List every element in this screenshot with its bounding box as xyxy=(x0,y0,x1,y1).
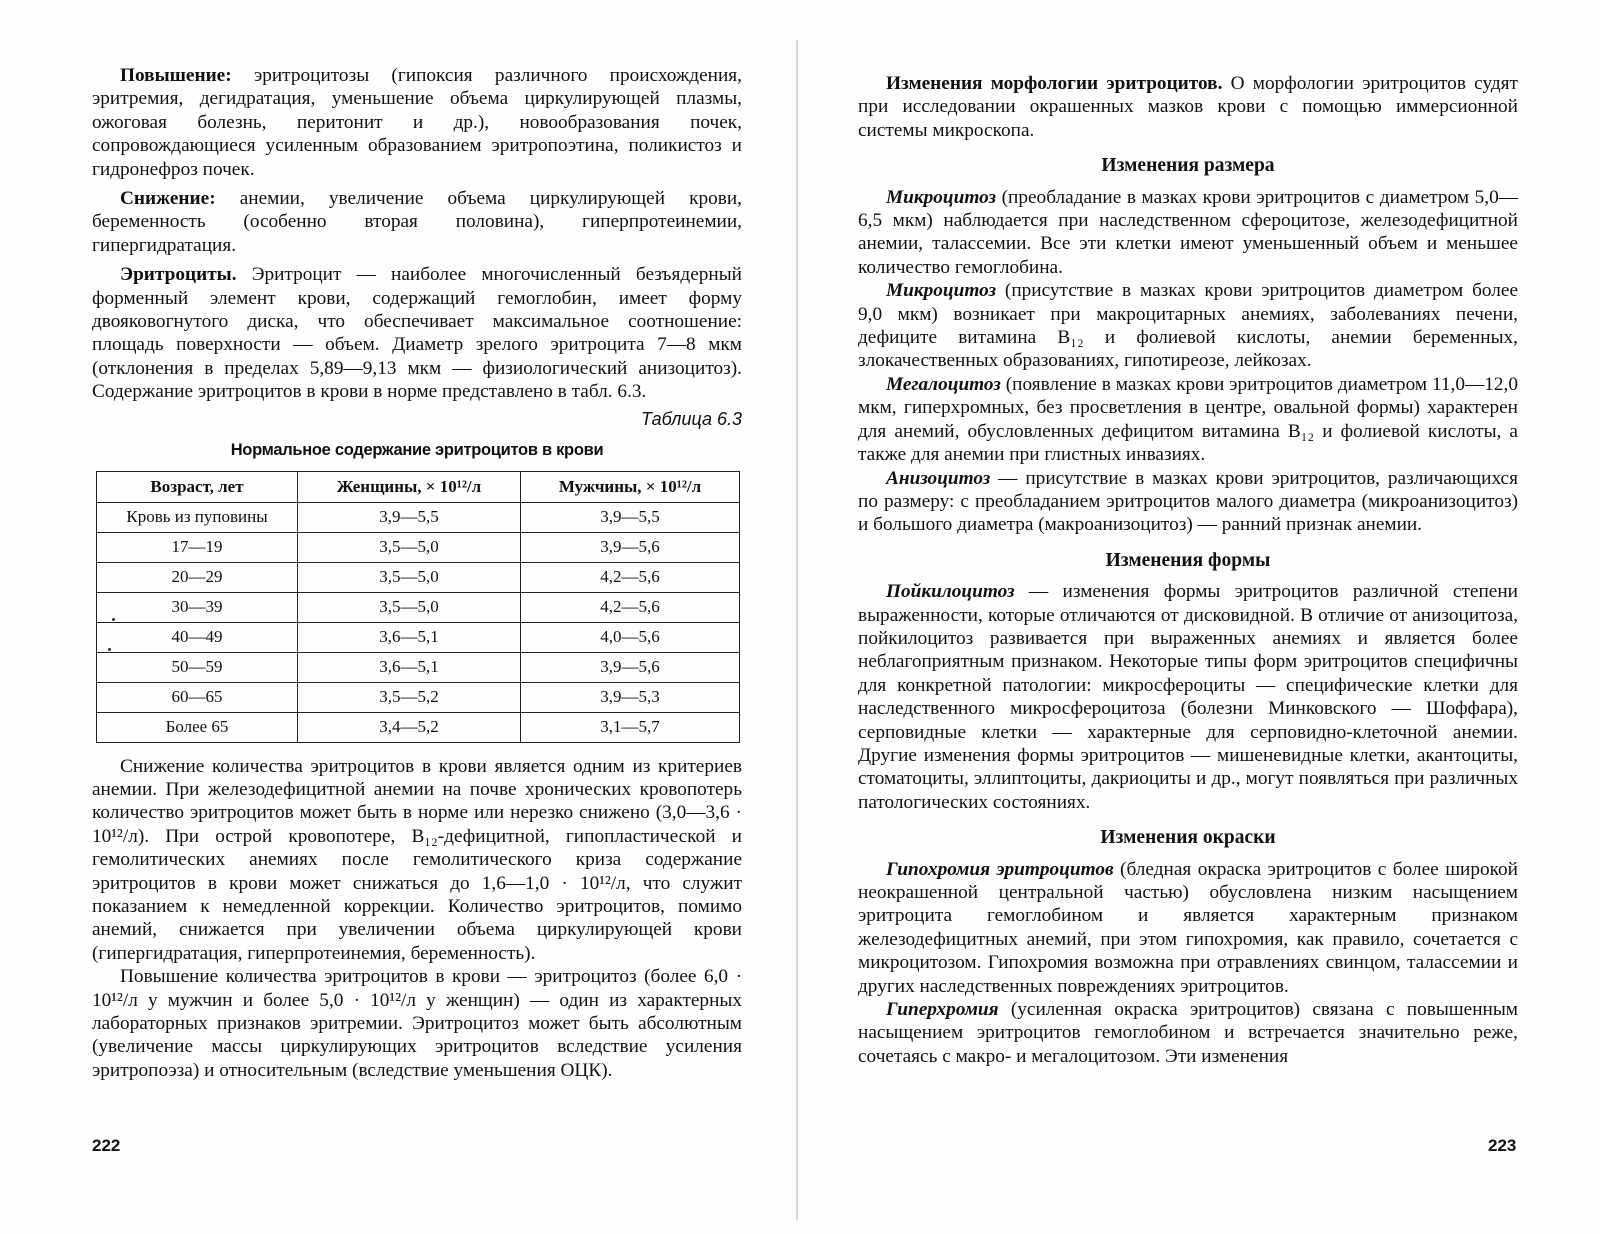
paragraph-decrease-count: Снижение количества эритроцитов в крови является одним из критериев анемии. При железодефицитной анемии на почве хронических кровопотерь количество эритроцитов может быть в норме или нерезко снижено (3,0—3,6 · 10¹²/л). При острой кровопотере, B₁₂-дефицитной, гипопластической и гемолитических анемиях после гемолитического криза содержание эритроцитов в крови может снижаться до 1,6—1,0 · 10¹²/л, что служит показанием к немедленной коррекции. Количество эритроцитов, помимо анемий, снижается при увеличении объема циркулирующей крови (гипергидратация, гиперпротеинемия, беременность). xyxy=(92,755,742,964)
cell-men: 3,9—5,5 xyxy=(521,502,740,532)
text-morphology: О морфологии эритроцитов судят при исследовании окрашенных мазков крови с помощью иммерсионной системы микроскопа. xyxy=(858,73,1518,141)
term-microcytosis: Микроцитоз xyxy=(886,186,997,208)
text-anisocytosis: — присутствие в мазках крови эритроцитов, различающихся по размеру: с преобладанием эритроцитов малого диаметра (микроанизоцитоз) и большого диаметра (макроанизоцитоз) — ранний признак анемии. xyxy=(858,467,1518,536)
page-gutter xyxy=(796,40,798,1220)
paragraph-macrocytosis xyxy=(858,279,1518,373)
cell-men: 4,2—5,6 xyxy=(521,592,740,622)
cell-age: 20—29 xyxy=(97,562,298,592)
term-megalocytosis: Мегалоцитоз xyxy=(886,373,1001,395)
paragraph-poikilocytosis xyxy=(858,580,1518,814)
cell-men: 3,9—5,3 xyxy=(521,682,740,712)
cell-women: 3,4—5,2 xyxy=(298,712,521,742)
scan-speck xyxy=(112,618,115,621)
table-row xyxy=(97,532,740,562)
cell-age: 50—59 xyxy=(97,652,298,682)
term-macrocytosis: Микроцитоз xyxy=(886,280,997,302)
term-hyperchromia: Гиперхромия xyxy=(886,999,999,1021)
table-title: Нормальное содержание эритроцитов в крови xyxy=(230,441,604,460)
table-row xyxy=(97,652,740,682)
column-header-age: Возраст, лет xyxy=(97,471,298,502)
cell-women: 3,5—5,0 xyxy=(298,532,521,562)
text-microcytosis: (преобладание в мазках крови эритроцитов с диаметром 5,0—6,5 мкм) наблюдается при наследственном сфероцитозе, железодефицитной анемии, талассемии. Все эти клетки имеют уменьшенный объем и меньшее количество гемоглобина. xyxy=(858,186,1518,278)
page-number-left: 222 xyxy=(92,1136,121,1155)
cell-men: 3,9—5,6 xyxy=(521,652,740,682)
column-header-women: Женщины, × 10¹²/л xyxy=(298,471,521,502)
cell-age: 40—49 xyxy=(97,622,298,652)
cell-age: 60—65 xyxy=(97,682,298,712)
right-page xyxy=(858,72,1518,1068)
term-erythrocytes: Эритроциты. xyxy=(120,264,237,286)
cell-women: 3,9—5,5 xyxy=(298,502,521,532)
term-poikilocytosis: Пойкилоцитоз xyxy=(886,581,1015,603)
term-decrease: Снижение: xyxy=(120,188,216,210)
scan-speck xyxy=(108,648,111,651)
cell-women: 3,5—5,2 xyxy=(298,682,521,712)
heading-color-changes: Изменения окраски xyxy=(1100,827,1276,849)
paragraph-anisocytosis xyxy=(858,467,1518,537)
table-row xyxy=(97,712,740,742)
table-reference: Таблица 6.3 xyxy=(640,408,742,429)
heading-shape-changes: Изменения формы xyxy=(1105,549,1271,571)
heading-size-changes: Изменения размера xyxy=(1101,155,1275,177)
text-erythrocytes: Эритроцит — наиболее многочисленный безъядерный форменный элемент крови, содержащий гемоглобин, имеет форму двояковогнутого диска, что обеспечивает максимальное соотношение: площадь поверхности — объем. Диаметр зрелого эритроцита 7—8 мкм (отклонения в пределах 5,89—9,13 мкм — физиологический анизоцитоз). Содержание эритроцитов в крови в норме представлено в табл. 6.3. xyxy=(92,264,742,403)
cell-age: Кровь из пуповины xyxy=(97,502,298,532)
cell-men: 4,0—5,6 xyxy=(521,622,740,652)
paragraph-hypochromia xyxy=(858,858,1518,998)
table-row xyxy=(97,622,740,652)
cell-women: 3,5—5,0 xyxy=(298,592,521,622)
cell-age: 17—19 xyxy=(97,532,298,562)
table-row xyxy=(97,502,740,532)
paragraph-erythrocytes xyxy=(92,263,742,403)
page-number-right: 223 xyxy=(1488,1136,1517,1155)
paragraph-increase xyxy=(92,64,742,181)
text-poikilocytosis: — изменения формы эритроцитов различной степени выраженности, которые отличаются от дисковидной. В отличие от анизоцитоза, пойкилоцитоз развивается при выраженных анемиях и является более неблагоприятным признаком. Некоторые типы форм эритроцитов специфичны для конкретной патологии: микросфероциты — специфические клетки для наследственного микросфероцитоза (болезни Минковского — Шоффара), серповидные клетки — характерные для серповидно-клеточной анемии. Другие изменения формы эритроцитов — мишеневидные клетки, акантоциты, стоматоциты, эллиптоциты, дакриоциты и др., могут появляться при различных патологических состояниях. xyxy=(858,581,1518,813)
paragraph-megalocytosis xyxy=(858,373,1518,467)
paragraph-microcytosis xyxy=(858,186,1518,280)
cell-women: 3,6—5,1 xyxy=(298,622,521,652)
cell-age: 30—39 xyxy=(97,592,298,622)
paragraph-decrease xyxy=(92,187,742,257)
table-row xyxy=(97,562,740,592)
left-page xyxy=(92,64,742,1082)
term-increase: Повышение: xyxy=(120,65,232,86)
term-morphology: Изменения морфологии эритроцитов. xyxy=(886,73,1223,94)
text-increase: эритроцитозы (гипоксия различного происхождения, эритремия, дегидратация, уменьшение объема циркулирующей плазмы, ожоговая болезнь, перитонит и др.), новообразования почек, сопровождающиеся усиленным образованием эритропоэтина, поликистоз и гидронефроз почек. xyxy=(92,65,742,180)
cell-men: 4,2—5,6 xyxy=(521,562,740,592)
table-row xyxy=(97,592,740,622)
cell-women: 3,6—5,1 xyxy=(298,652,521,682)
text-macrocytosis: (присутствие в мазках крови эритроцитов диаметром более 9,0 мкм) возникает при макроцитарных анемиях, заболеваниях печени, дефиците витамина B₁₂ и фолиевой кислоты, анемии беременных, злокачественных образованиях, гипотиреозе, лейкозах. xyxy=(858,280,1518,372)
text-hypochromia: (бледная окраска эритроцитов с более широкой неокрашенной центральной частью) обусловлена низким насыщением эритроцита гемоглобином и является характерным признаком железодефицитных анемий, при этом гипохромия, как правило, сочетается с микроцитозом. Гипохромия возможна при отравлениях свинцом, талассемии и других наследственных повреждениях эритроцитов. xyxy=(858,858,1518,997)
table-header-row xyxy=(97,471,740,502)
paragraph-increase-count: Повышение количества эритроцитов в крови — эритроцитоз (более 6,0 · 10¹²/л у мужчин и более 5,0 · 10¹²/л у женщин) — один из характерных лабораторных признаков эритремии. Эритроцитоз может быть абсолютным (увеличение массы циркулирующих эритроцитов вследствие усиления эритропоэза) и относительным (вследствие уменьшения ОЦК). xyxy=(92,966,742,1081)
term-hypochromia: Гипохромия эритроцитов xyxy=(886,858,1114,880)
table-row xyxy=(97,682,740,712)
text-hyperchromia: (усиленная окраска эритроцитов) связана с повышенным насыщением эритроцитов гемоглобином и встречается значительно реже, сочетаясь с макро- и мегалоцитозом. Эти изменения xyxy=(858,999,1518,1067)
cell-women: 3,5—5,0 xyxy=(298,562,521,592)
erythrocyte-norms-table xyxy=(96,471,740,743)
cell-age: Более 65 xyxy=(97,712,298,742)
text-megalocytosis: (появление в мазках крови эритроцитов диаметром 11,0—12,0 мкм, гиперхромных, без просветления в центре, овальной формы) характерен для анемий, обусловленных дефицитом витамина B₁₂ и фолиевой кислоты, а также для анемии при глистных инвазиях. xyxy=(858,373,1518,466)
cell-men: 3,1—5,7 xyxy=(521,712,740,742)
term-anisocytosis: Анизоцитоз xyxy=(886,467,991,489)
text-decrease: анемии, увеличение объема циркулирующей крови, беременность (особенно вторая половина), гиперпротеинемии, гипергидратация. xyxy=(92,188,742,256)
paragraph-morphology xyxy=(858,72,1518,142)
cell-men: 3,9—5,6 xyxy=(521,532,740,562)
column-header-men: Мужчины, × 10¹²/л xyxy=(521,471,740,502)
paragraph-hyperchromia xyxy=(858,998,1518,1068)
